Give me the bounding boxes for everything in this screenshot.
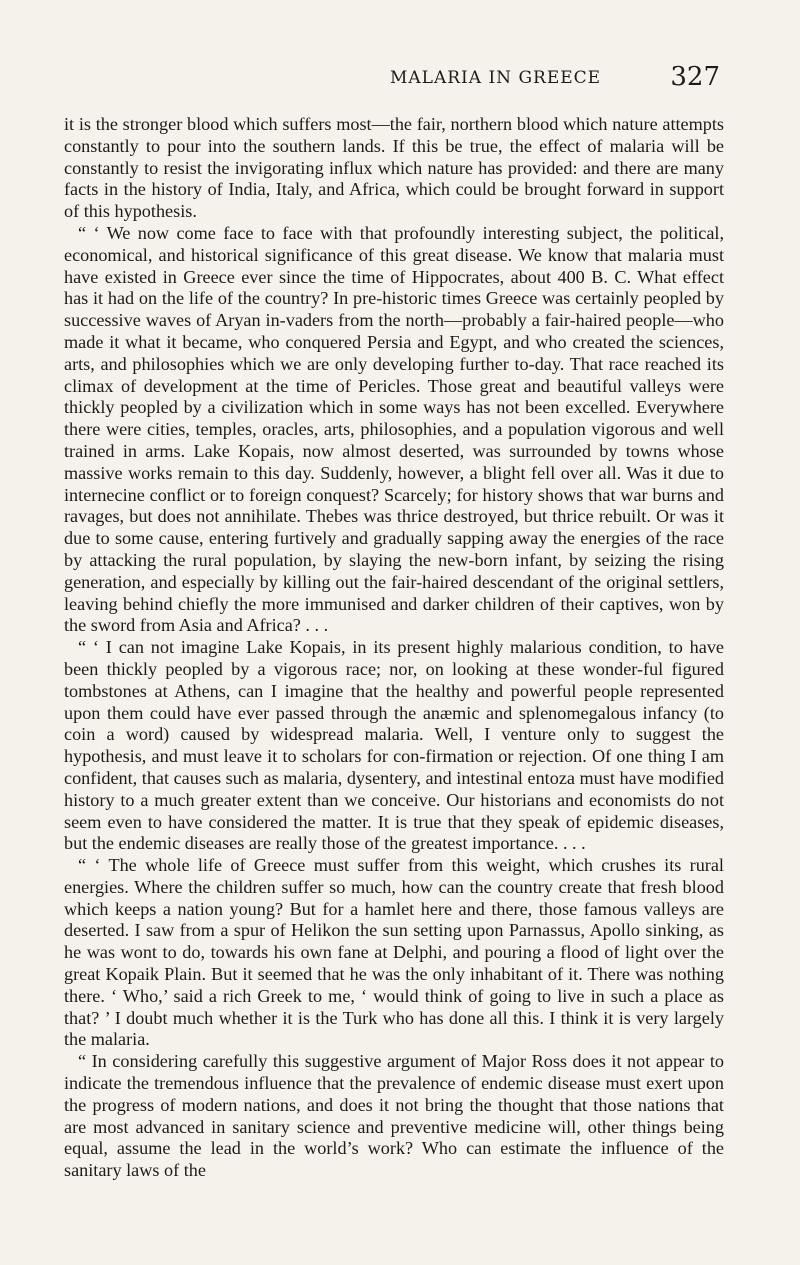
paragraph-commentary: “ In considering carefully this suggestive argument of Major Ross does it not appear to indicate the tremendous influence that the prevalence of endemic disease must exert upon the progress of modern nations, and does it not bring the thought that those nations that are most advanced in sanitary science and preventive medicine will, other things being equal, assume the lead in the world’s work? Who can estimate the influence of the sanitary laws of the [64, 1051, 724, 1181]
running-head [390, 62, 720, 102]
body-text [64, 114, 724, 1182]
paragraph-continuation: it is the stronger blood which suffers most—the fair, northern blood which nature attempts constantly to pour into the southern lands. If this be true, the effect of malaria will be constantly to resist the invigorating influx which nature has provided: and there are many facts in the history of India, Italy, and Africa, which could be brought forward in support of this hypothesis. [64, 114, 724, 222]
paragraph-quote-rural-life: “ ‘ The whole life of Greece must suffer from this weight, which crushes its rural energies. Where the children suffer so much, how can the country create that fresh blood which keeps a nation young? But for a hamlet here and there, those famous valleys are deserted. I saw from a spur of Helikon the sun setting upon Parnassus, Apollo sinking, as he was wont to do, towards his own fane at Delphi, and pouring a flood of light over the great Kopaik Plain. But it seemed that he was the only inhabitant of it. There was nothing there. ‘ Who,’ said a rich Greek to me, ‘ would think of going to live in such a place as that? ’ I doubt much whether it is the Turk who has done all this. I think it is very largely the malaria. [64, 855, 724, 1050]
paragraph-quote-kopais: “ ‘ I can not imagine Lake Kopais, in its present highly malarious condition, to have been thickly peopled by a vigorous race; nor, on looking at these wonder-ful figured tombstones at Athens, can I imagine that the healthy and powerful people represented upon them could have ever passed through the anæmic and splenomegalous infancy (to coin a word) caused by widespread malaria. Well, I venture only to suggest the hypothesis, and must leave it to scholars for con-firmation or rejection. Of one thing I am confident, that causes such as malaria, dysentery, and intestinal entoza must have modified history to a much greater extent than we conceive. Our historians and economists do not seem even to have considered the matter. It is true that they speak of epidemic diseases, but the endemic diseases are really those of the greatest importance. . . . [64, 637, 724, 854]
page-number: 327 [670, 62, 720, 92]
paragraph-quote-history: “ ‘ We now come face to face with that profoundly interesting subject, the political, economical, and historical significance of this great disease. We know that malaria must have existed in Greece ever since the time of Hippocrates, about 400 B. C. What effect has it had on the life of the country? In pre-historic times Greece was certainly peopled by successive waves of Aryan in-vaders from the north—probably a fair-haired people—who made it what it became, who conquered Persia and Egypt, and who created the sciences, arts, and philosophies which we are only developing further to-day. That race reached its climax of development at the time of Pericles. Those great and beautiful valleys were thickly peopled by a civilization which in some ways has not been excelled. Everywhere there were cities, temples, oracles, arts, philosophies, and a population vigorous and well trained in arms. Lake Kopais, now almost deserted, was surrounded by towns whose massive works remain to this day. Suddenly, however, a blight fell over all. Was it due to internecine conflict or to foreign conquest? Scarcely; for history shows that war burns and ravages, but does not annihilate. Thebes was thrice destroyed, but thrice rebuilt. Or was it due to some cause, entering furtively and gradually sapping away the energies of the race by attacking the rural population, by slaying the new-born infant, by seizing the rising generation, and especially by killing out the fair-haired descendant of the original settlers, leaving behind chiefly the more immunised and darker children of their captives, won by the sword from Asia and Africa? . . . [64, 222, 724, 636]
running-title: MALARIA IN GREECE [390, 68, 602, 88]
